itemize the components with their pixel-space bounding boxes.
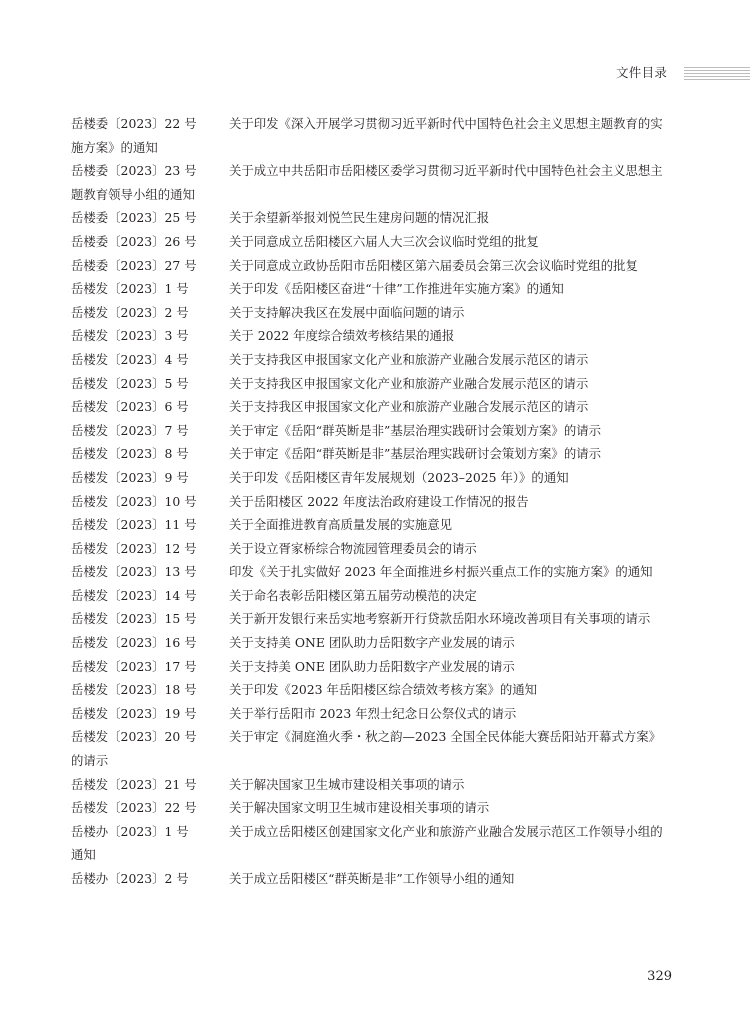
document-title: 关于命名表彰岳阳楼区第五届劳动模范的决定 [229, 587, 477, 603]
document-entry [71, 773, 671, 797]
document-code: 岳楼发〔2023〕5 号 [71, 375, 189, 391]
document-title: 关于解决国家文明卫生城市建设相关事项的请示 [229, 800, 490, 816]
document-title: 关于印发《岳阳楼区奋进“十律”工作推进年实施方案》的通知 [229, 281, 564, 297]
document-code: 岳楼发〔2023〕15 号 [71, 611, 197, 627]
document-code: 岳楼发〔2023〕3 号 [71, 328, 189, 344]
document-code: 岳楼委〔2023〕26 号 [71, 233, 197, 249]
document-title: 关于举行岳阳市 2023 年烈士纪念日公祭仪式的请示 [229, 705, 517, 721]
document-code: 岳楼发〔2023〕8 号 [71, 446, 189, 462]
document-code: 岳楼办〔2023〕2 号 [71, 871, 189, 886]
document-entry [71, 678, 671, 702]
document-entry [71, 301, 671, 325]
document-title: 关于设立胥家桥综合物流园管理委员会的请示 [229, 540, 477, 556]
document-title: 关于成立岳阳楼区“群英断是非”工作领导小组的通知 [229, 871, 515, 886]
document-entry [71, 419, 671, 443]
document-entry [71, 867, 671, 891]
document-title: 关于支持我区申报国家文化产业和旅游产业融合发展示范区的请示 [229, 375, 589, 391]
document-title: 关于同意成立岳阳楼区六届人大三次会议临时党组的批复 [229, 233, 539, 249]
page-number: 329 [647, 969, 672, 984]
document-entry [71, 159, 671, 206]
document-entry [71, 537, 671, 561]
document-entry [71, 820, 671, 867]
document-title: 关于支持我区申报国家文化产业和旅游产业融合发展示范区的请示 [229, 351, 589, 367]
document-code: 岳楼发〔2023〕22 号 [71, 800, 197, 816]
document-title: 关于新开发银行来岳实地考察新开行贷款岳阳水环境改善项目有关事项的请示 [229, 611, 651, 627]
document-entry [71, 513, 671, 537]
document-title: 关于印发《2023 年岳阳楼区综合绩效考核方案》的通知 [229, 682, 538, 698]
document-title: 关于支持美 ONE 团队助力岳阳数字产业发展的请示 [229, 635, 515, 651]
document-code: 岳楼发〔2023〕2 号 [71, 304, 189, 320]
document-entry [71, 206, 671, 230]
document-entry [71, 372, 671, 396]
section-title: 文件目录 [616, 65, 668, 80]
document-entry [71, 348, 671, 372]
document-title: 关于成立岳阳楼区创建国家文化产业和旅游产业融合发展示范区工作领导小组的通知 [71, 823, 663, 863]
document-entry [71, 395, 671, 419]
document-code: 岳楼发〔2023〕12 号 [71, 540, 197, 556]
document-code: 岳楼委〔2023〕22 号 [71, 116, 197, 131]
document-entry [71, 655, 671, 679]
document-code: 岳楼发〔2023〕6 号 [71, 399, 189, 415]
document-code: 岳楼发〔2023〕11 号 [71, 517, 197, 533]
document-title: 关于同意成立政协岳阳市岳阳楼区第六届委员会第三次会议临时党组的批复 [229, 257, 638, 273]
document-title: 关于审定《洞庭渔火季・秋之韵—2023 全国全民体能大赛岳阳站开幕式方案》的请示 [71, 729, 661, 769]
document-entry [71, 702, 671, 726]
document-code: 岳楼发〔2023〕1 号 [71, 281, 189, 297]
document-entry [71, 466, 671, 490]
document-entry [71, 254, 671, 278]
document-title: 关于 2022 年度综合绩效考核结果的通报 [229, 328, 455, 344]
document-entry [71, 560, 671, 584]
document-code: 岳楼办〔2023〕1 号 [71, 823, 189, 839]
document-code: 岳楼发〔2023〕20 号 [71, 729, 197, 745]
document-entry [71, 112, 671, 159]
document-code: 岳楼发〔2023〕17 号 [71, 658, 197, 674]
document-code: 岳楼发〔2023〕4 号 [71, 351, 189, 367]
document-title: 关于支持美 ONE 团队助力岳阳数字产业发展的请示 [229, 658, 515, 674]
document-code: 岳楼发〔2023〕7 号 [71, 422, 189, 438]
document-entry [71, 277, 671, 301]
document-entry [71, 631, 671, 655]
document-title: 关于岳阳楼区 2022 年度法治政府建设工作情况的报告 [229, 493, 529, 509]
document-entry [71, 607, 671, 631]
document-title: 关于印发《深入开展学习贯彻习近平新时代中国特色社会主义思想主题教育的实施方案》的通知 [71, 116, 663, 155]
document-title: 关于审定《岳阳“群英断是非”基层治理实践研讨会策划方案》的请示 [229, 422, 601, 438]
document-title: 关于支持解决我区在发展中面临问题的请示 [229, 304, 465, 320]
document-title: 关于解决国家卫生城市建设相关事项的请示 [229, 776, 465, 792]
document-entry [71, 490, 671, 514]
document-entry [71, 584, 671, 608]
document-title: 关于审定《岳阳“群英断是非”基层治理实践研讨会策划方案》的请示 [229, 446, 601, 462]
document-code: 岳楼发〔2023〕14 号 [71, 587, 197, 603]
document-title: 印发《关于扎实做好 2023 年全面推进乡村振兴重点工作的实施方案》的通知 [229, 564, 653, 580]
document-title: 关于印发《岳阳楼区青年发展规划（2023–2025 年）》的通知 [229, 469, 569, 485]
document-title: 关于全面推进教育高质量发展的实施意见 [229, 517, 453, 533]
document-code: 岳楼发〔2023〕13 号 [71, 564, 197, 580]
document-code: 岳楼委〔2023〕23 号 [71, 163, 197, 179]
document-entry [71, 796, 671, 820]
header-decorative-lines [684, 67, 750, 81]
document-title: 关于支持我区申报国家文化产业和旅游产业融合发展示范区的请示 [229, 399, 589, 415]
document-list [71, 112, 671, 891]
document-title: 关于成立中共岳阳市岳阳楼区委学习贯彻习近平新时代中国特色社会主义思想主题教育领导小组的通知 [71, 163, 663, 202]
document-code: 岳楼发〔2023〕19 号 [71, 705, 197, 721]
document-code: 岳楼发〔2023〕16 号 [71, 635, 197, 651]
document-code: 岳楼委〔2023〕27 号 [71, 257, 197, 273]
document-entry [71, 725, 671, 772]
document-title: 关于余望新举报刘悦竺民生建房问题的情况汇报 [229, 210, 490, 226]
document-entry [71, 324, 671, 348]
document-code: 岳楼发〔2023〕9 号 [71, 469, 189, 485]
document-code: 岳楼委〔2023〕25 号 [71, 210, 197, 226]
document-entry [71, 442, 671, 466]
document-code: 岳楼发〔2023〕21 号 [71, 776, 197, 792]
document-code: 岳楼发〔2023〕10 号 [71, 493, 197, 509]
document-entry [71, 230, 671, 254]
document-code: 岳楼发〔2023〕18 号 [71, 682, 197, 698]
